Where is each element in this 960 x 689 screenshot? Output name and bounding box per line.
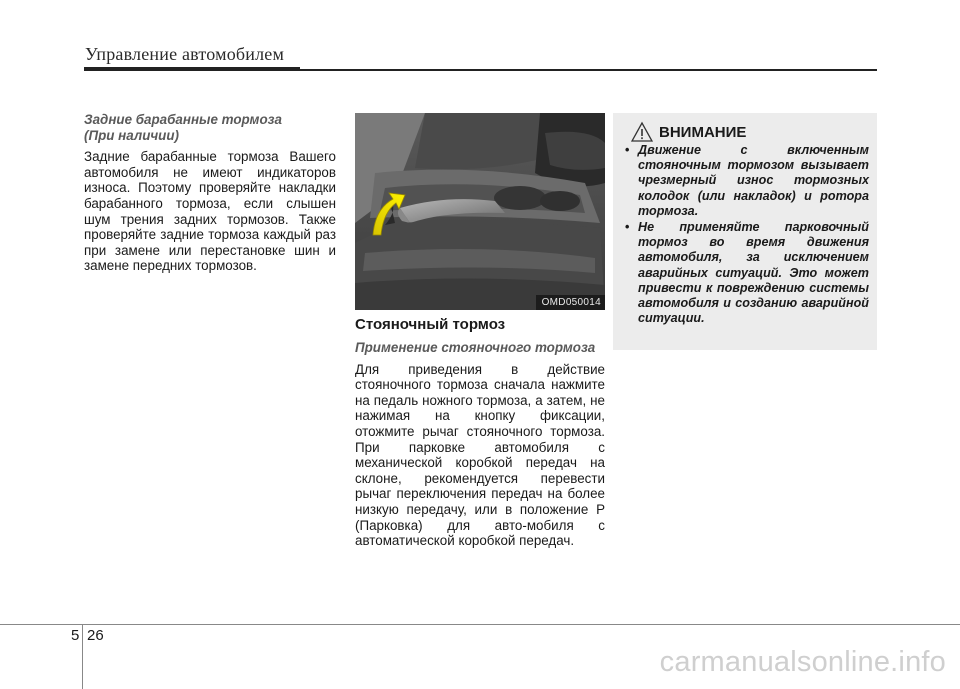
parking-brake-photo — [355, 113, 605, 310]
warning-box — [613, 113, 877, 350]
left-column — [84, 112, 336, 274]
drum-brakes-subtitle-note: (При наличии) — [84, 127, 180, 143]
figure-code-label: OMD050014 — [536, 295, 605, 310]
parking-brake-paragraph: Для приведения в действие стояночного тормоза сначала нажмите на педаль ножного тормоза, а затем, не нажимая на кнопку фиксации, отожмите рычаг стояночного тормоза. При парковке автомобиля с механической коробкой передач на склоне, рекомендуется перевести рычаг переключения передач на более низкую передачу, или в положение P (Парковка) для авто-мобиля с автоматической коробкой передач. — [355, 361, 605, 549]
warning-item-text: Движение с включенным стояночным тормозом вызывает чрезмерный износ тормозных колодок (или накладок) и ротора тормоза. — [638, 143, 869, 218]
parking-brake-illustration — [355, 113, 605, 310]
drum-brakes-paragraph: Задние барабанные тормоза Вашего автомобиля не имеют индикаторов износа. Поэтому проверяйте накладки барабанного тормоза, если слышен шум трения задних тормозов. Также проверяйте задние тормоза каждый раз при замене или перестановке шин и замене передних тормозов. — [84, 149, 336, 274]
warning-title: ВНИМАНИЕ — [659, 123, 747, 141]
middle-column — [355, 316, 605, 549]
warning-triangle-icon — [631, 121, 653, 143]
parking-brake-section-title: Стояночный тормоз — [355, 316, 506, 333]
warning-item: • Не применяйте парковочный тормоз во время движения автомобиля, за исключением аварийных ситуаций. Это может привести к повреждению системы автомобиля и созданию аварийной ситуации. — [625, 220, 869, 326]
page-number: 26 — [87, 627, 104, 644]
warning-item: • Движение с включенным стояночным тормозом вызывает чрезмерный износ тормозных колодок (или накладок) и ротора тормоза. — [625, 143, 869, 218]
header-rule-thin — [300, 69, 877, 71]
warning-header — [631, 121, 746, 143]
warning-list — [625, 143, 869, 327]
page-number-divider — [82, 625, 83, 689]
watermark: carmanualsonline.info — [659, 646, 946, 678]
header-rule-thick — [84, 67, 300, 71]
drum-brakes-subtitle: Задние барабанные тормоза — [84, 112, 282, 127]
footer-rule — [0, 624, 960, 625]
page-header-title: Управление автомобилем — [85, 44, 285, 64]
parking-brake-subtitle: Применение стояночного тормоза — [355, 340, 596, 355]
warning-item-text: Не применяйте парковочный тормоз во время движения автомобиля, за исключением аварийных ситуаций. Это может привести к повреждению системы автомобиля и созданию аварийной ситуации. — [638, 220, 869, 326]
page-section-number: 5 — [71, 627, 80, 644]
